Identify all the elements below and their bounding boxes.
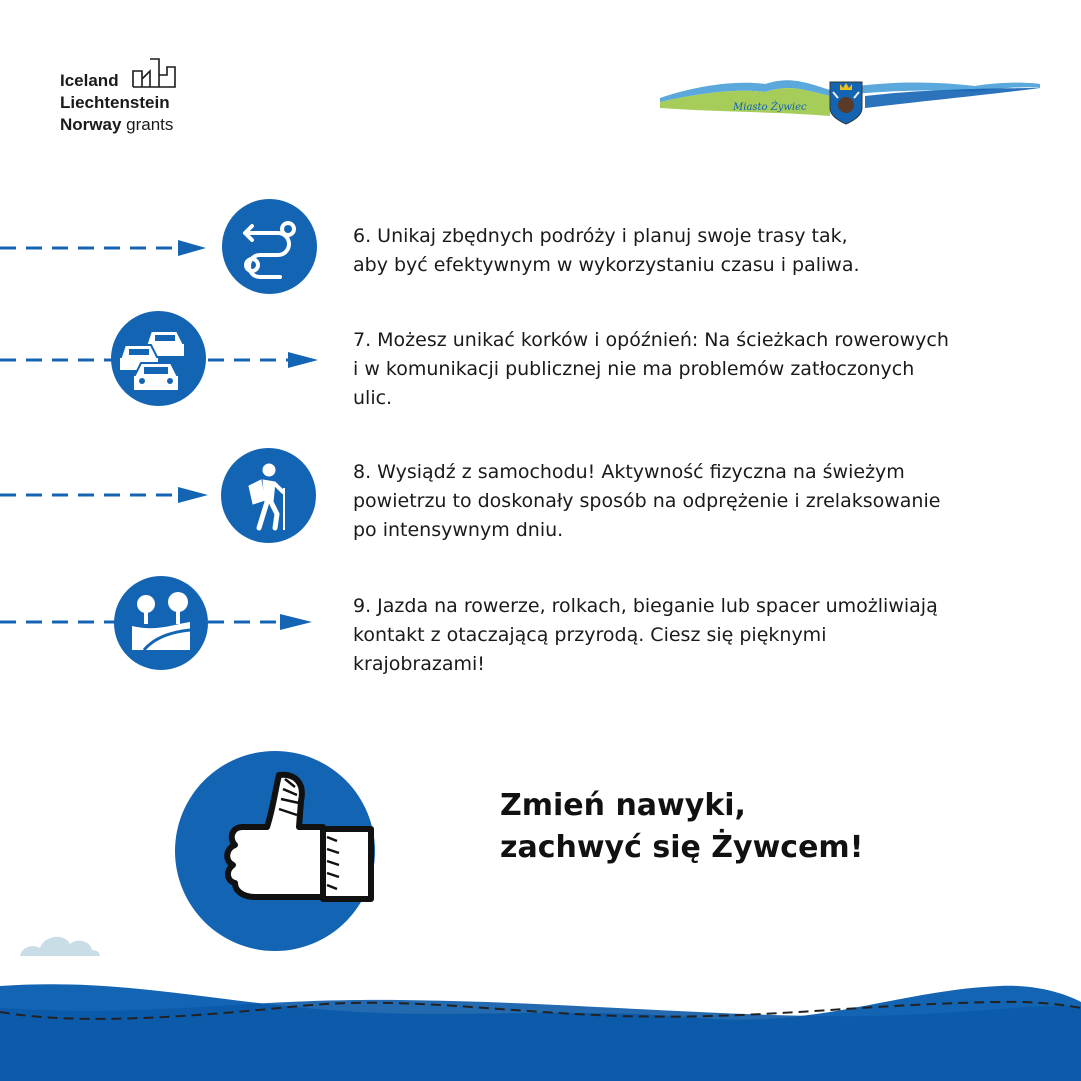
item-8-line-2: powietrzu to doskonały sposób na odprężenie i zrelaksowanie bbox=[353, 490, 941, 512]
dashed-arrow-8 bbox=[0, 485, 215, 505]
route-icon bbox=[222, 199, 317, 294]
traffic-jam-icon-circle bbox=[111, 311, 206, 406]
item-9-line-1: 9. Jazda na rowerze, rolkach, bieganie lub spacer umożliwiają bbox=[353, 595, 938, 617]
hiker-icon-circle bbox=[221, 448, 316, 543]
logo-line-liechtenstein: Liechtenstein bbox=[60, 93, 170, 112]
logo-line-iceland: Iceland bbox=[60, 71, 119, 90]
item-6-text bbox=[353, 222, 1053, 280]
item-7-line-1: 7. Możesz unikać korków i opóźnień: Na ścieżkach rowerowych bbox=[353, 329, 949, 351]
logo-norway-text: Norway bbox=[60, 115, 122, 134]
item-6-line-2: aby być efektywnym w wykorzystaniu czasu i paliwa. bbox=[353, 254, 860, 276]
item-9-line-2: kontakt z otaczającą przyrodą. Ciesz się pięknymi bbox=[353, 624, 827, 646]
logo-line-norway bbox=[60, 114, 173, 136]
slogan bbox=[500, 785, 863, 869]
traffic-jam-icon bbox=[111, 311, 206, 406]
bottom-wave-decoration bbox=[0, 920, 1081, 1081]
route-icon-circle bbox=[222, 199, 317, 294]
slogan-line-2: zachwyć się Żywcem! bbox=[500, 830, 864, 865]
item-6-line-1: 6. Unikaj zbędnych podróży i planuj swoje trasy tak, bbox=[353, 225, 848, 247]
item-8-line-1: 8. Wysiądź z samochodu! Aktywność fizyczna na świeżym bbox=[353, 461, 905, 483]
miasto-zywiec-logo bbox=[655, 72, 1045, 132]
eea-grants-mark-icon bbox=[131, 53, 179, 89]
item-8-text bbox=[353, 458, 1053, 545]
landscape-icon bbox=[114, 576, 208, 670]
logo-grants-text: grants bbox=[126, 115, 174, 134]
item-8-line-3: po intensywnym dniu. bbox=[353, 519, 564, 541]
slogan-line-1: Zmień nawyki, bbox=[500, 788, 746, 823]
item-9-text bbox=[353, 592, 1053, 679]
item-9-line-3: krajobrazami! bbox=[353, 653, 485, 675]
item-7-line-3: ulic. bbox=[353, 387, 393, 409]
hiker-icon bbox=[221, 448, 316, 543]
item-7-line-2: i w komunikacji publicznej nie ma problemów zatłoczonych bbox=[353, 358, 915, 380]
dashed-arrow-6 bbox=[0, 238, 210, 258]
landscape-icon-circle bbox=[114, 576, 208, 670]
city-logo-text: Miasto Żywiec bbox=[733, 102, 807, 113]
item-7-text bbox=[353, 326, 1053, 413]
thumbs-up-icon bbox=[215, 765, 385, 915]
